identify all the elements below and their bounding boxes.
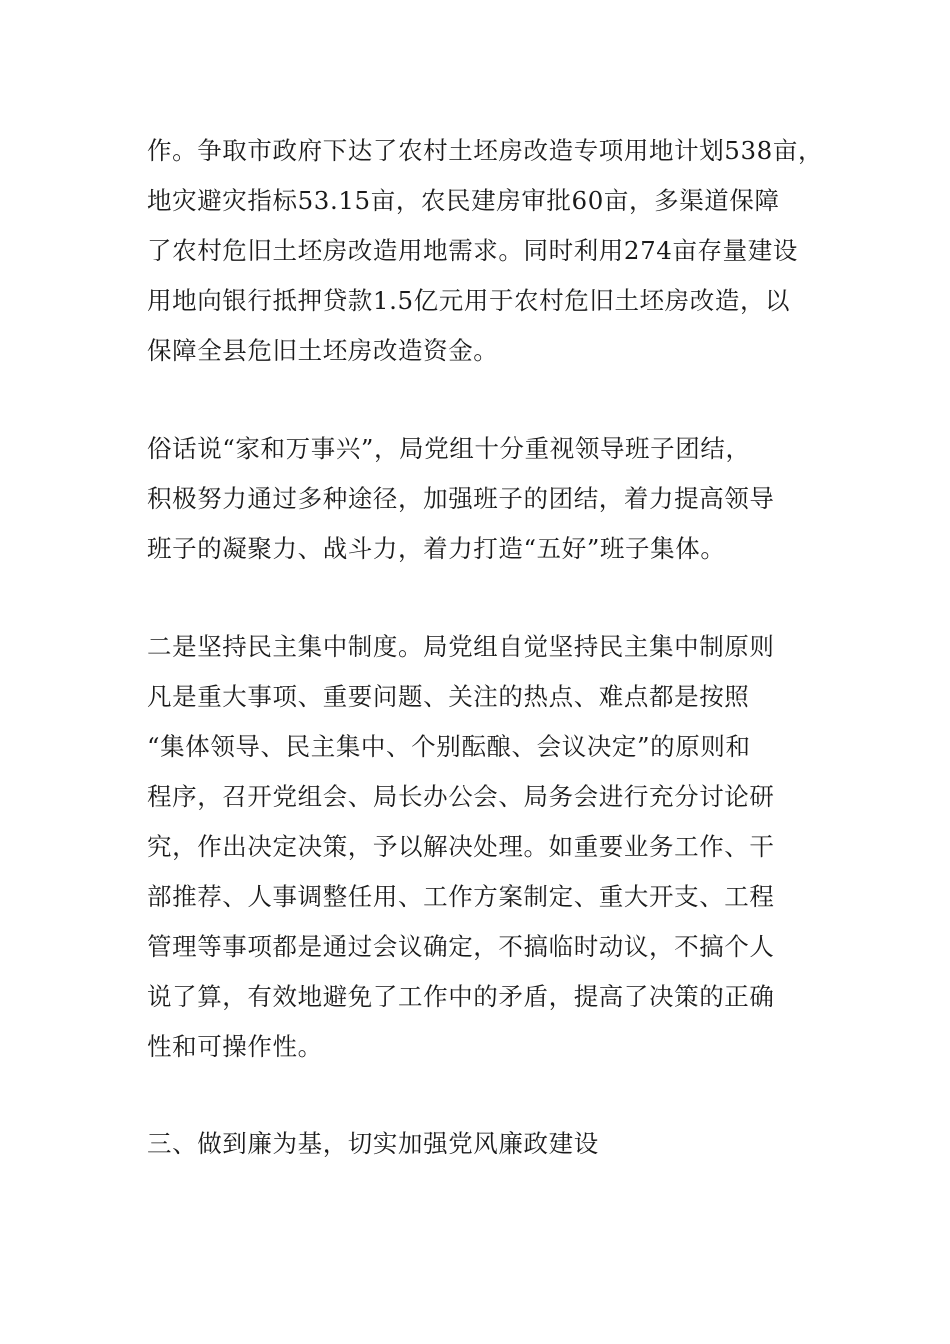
text-line: 积极努力通过多种途径，加强班子的团结，着力提高领导 (147, 484, 775, 513)
text-line: 作。争取市政府下达了农村土坯房改造专项用地计划538亩， (147, 136, 824, 165)
text-line: 究，作出决定决策，予以解决处理。如重要业务工作、干 (147, 832, 775, 861)
section-heading (147, 1119, 807, 1169)
paragraph-team-unity (147, 424, 807, 574)
text-line: 保障全县危旧土坯房改造资金。 (147, 336, 499, 365)
text-line: 说了算，有效地避免了工作中的矛盾，提高了决策的正确 (147, 982, 775, 1011)
text-line: 管理等事项都是通过会议确定，不搞临时动议，不搞个人 (147, 932, 775, 961)
text-line: 二是坚持民主集中制度。局党组自觉坚持民主集中制原则 (147, 632, 775, 661)
paragraph-democratic-centralism (147, 622, 807, 1072)
text-line: “集体领导、民主集中、个别酝酿、会议决定”的原则和 (147, 732, 751, 761)
text-line: 地灾避灾指标53.15亩，农民建房审批60亩，多渠道保障 (147, 186, 780, 215)
text-line: 俗话说“家和万事兴”，局党组十分重视领导班子团结， (147, 434, 751, 463)
text-line: 凡是重大事项、重要问题、关注的热点、难点都是按照 (147, 682, 750, 711)
document-body (147, 126, 824, 1169)
text-line: 部推荐、人事调整任用、工作方案制定、重大开支、工程 (147, 882, 775, 911)
section-heading-text: 三、做到廉为基，切实加强党风廉政建设 (147, 1129, 599, 1158)
text-line: 班子的凝聚力、战斗力，着力打造“五好”班子集体。 (147, 534, 726, 563)
text-line: 了农村危旧土坯房改造用地需求。同时利用274亩存量建设 (147, 236, 798, 265)
text-line: 程序，召开党组会、局长办公会、局务会进行充分讨论研 (147, 782, 775, 811)
text-line: 性和可操作性。 (147, 1032, 323, 1061)
text-line: 用地向银行抵押贷款1.5亿元用于农村危旧土坯房改造，以 (147, 286, 791, 315)
paragraph-land-use (147, 126, 824, 376)
